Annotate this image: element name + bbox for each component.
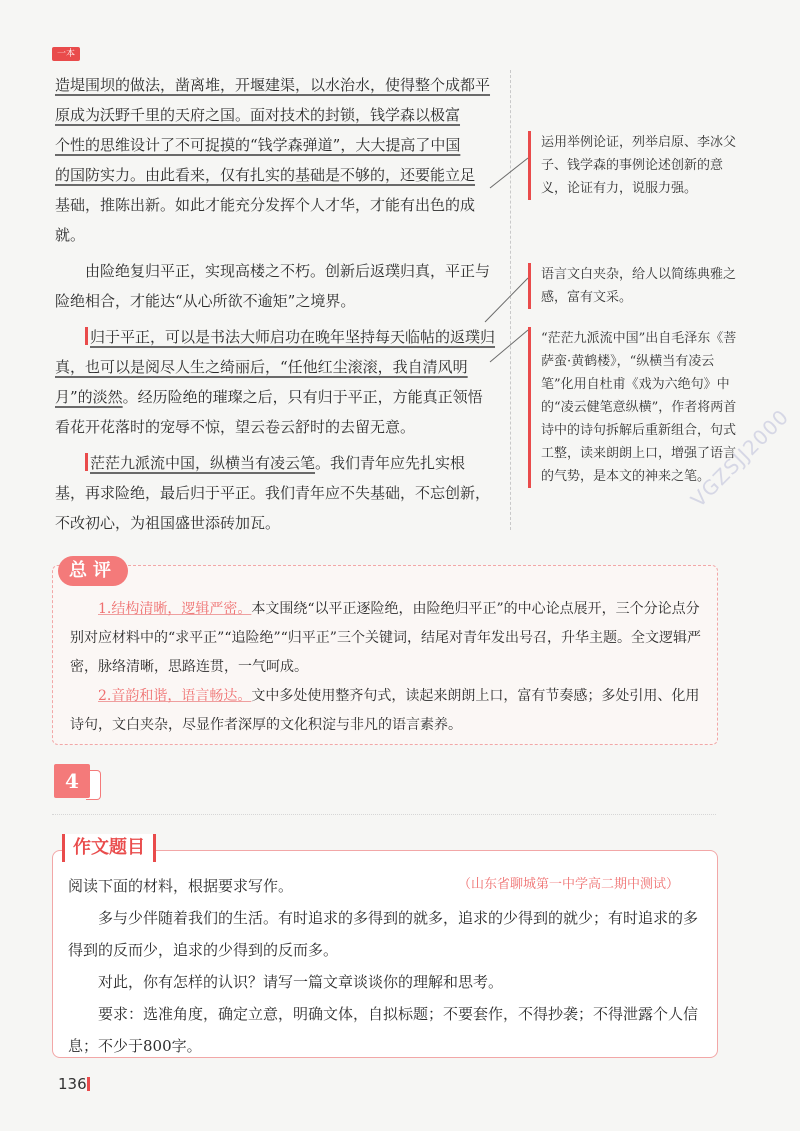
essay-line: 基础，推陈出新。如此才能充分发挥个人才华，才能有出色的成就。 (55, 196, 476, 244)
review-text (70, 595, 704, 740)
essay-paragraph-2: 由险绝复归平正，实现高楼之不朽。创新后返璞归真，平正与险绝相合，才能达“从心所欲不逾矩”之境界。 (55, 262, 491, 310)
review-point-2-label: 2.音韵和谐，语言畅达。 (98, 688, 252, 704)
review-point-1-label: 1.结构清晰，逻辑严密。 (98, 601, 252, 617)
essay-line: 个性的思维设计了不可捉摸的“钱学森弹道”，大大提高了中国 (55, 136, 461, 154)
margin-note-1: 运用举例论证，列举启原、李冰父子、钱学森的事例论述创新的意义，论证有力，说服力强。 (528, 131, 741, 200)
topic-body (68, 870, 708, 1062)
highlight-marker (85, 453, 88, 471)
connector-line-2 (485, 278, 528, 322)
highlight-marker (85, 327, 88, 345)
topic-material: 多与少伴随着我们的生活。有时追求的多得到的就多，追求的少得到的就少；有时追求的多得到的反而少，追求的少得到的反而多。 (68, 909, 699, 959)
section-number-badge: 4 (54, 764, 90, 798)
essay-paragraph-4-rest: 。我们青年应先扎实根基，再求险绝，最后归于平正。我们青年应不失基础，不忘创新，不改初心，为祖国盛世添砖加瓦。 (55, 454, 491, 532)
review-point-2 (70, 682, 704, 740)
essay-paragraph-3-rest: 。经历险绝的璀璨之后，只有归于平正，方能真正领悟看花开花落时的宠辱不惊，望云卷云舒时的去留无意。 (55, 388, 483, 436)
review-badge: 总评 (58, 556, 128, 586)
margin-note-2: 语言文白夹杂，给人以简练典雅之感，富有文采。 (528, 263, 741, 309)
page-number: 136 (58, 1075, 87, 1093)
connector-line-1 (490, 158, 528, 188)
page-number-bar (87, 1077, 90, 1091)
margin-note-3: “茫茫九派流中国”出自毛泽东《菩萨蛮·黄鹤楼》，“纵横当有凌云笔”化用自杜甫《戏为六绝句》中的“凌云健笔意纵横”，作者将两首诗中的诗句拆解后重新组合，句式工整，读来朗朗上口，增强了语言的气势，是本文的神来之笔。 (528, 327, 741, 488)
essay-paragraph-4-underlined: 茫茫九派流中国，纵横当有凌云笔 (90, 454, 316, 472)
watermark: VGZSJJ2000 (686, 404, 794, 512)
topic-title: 作文题目 (62, 834, 156, 862)
topic-intro: 阅读下面的材料，根据要求写作。 (68, 877, 294, 895)
review-point-2-text: 文中多处使用整齐句式，读起来朗朗上口，富有节奏感；多处引用、化用诗句，文白夹杂，尽显作者深厚的文化积淀与非凡的语言素养。 (70, 688, 700, 733)
connector-line-3 (490, 330, 528, 362)
topic-requirements: 要求：选准角度，确定立意，明确文体，自拟标题；不要套作，不得抄袭；不得泄露个人信息；不少于800字。 (68, 1005, 699, 1055)
corner-tag: 一本 (52, 47, 80, 61)
review-point-1 (70, 595, 704, 682)
essay-line: 原成为沃野千里的天府之国。面对技术的封锁，钱学森以极富 (55, 106, 461, 124)
annotation-connectors (420, 150, 540, 530)
review-point-1-text: 本文围绕“以平正逐险绝，由险绝归平正”的中心论点展开，三个分论点分别对应材料中的“求平正”“追险绝”“归平正”三个关键词，结尾对青年发出号召，升华主题。全文逻辑严密，脉络清晰，思路连贯，一气呵成。 (70, 601, 701, 675)
topic-source: （山东省聊城第一中学高二期中测试） (458, 877, 680, 892)
section-divider (52, 814, 716, 815)
essay-line: 造堤围坝的做法，凿离堆，开堰建渠，以水治水，使得整个成都平 (55, 76, 491, 94)
essay-paragraph-3-underlined: 归于平正，可以是书法大师启功在晚年坚持每天临帖的返璞归真，也可以是阅尽人生之绮丽后，“任他红尘滚滚，我自清风明月”的淡然 (55, 328, 496, 406)
topic-question: 对此，你有怎样的认识？请写一篇文章谈谈你的理解和思考。 (98, 973, 504, 991)
essay-line: 的国防实力。由此看来，仅有扎实的基础是不够的，还要能立足 (55, 166, 476, 184)
